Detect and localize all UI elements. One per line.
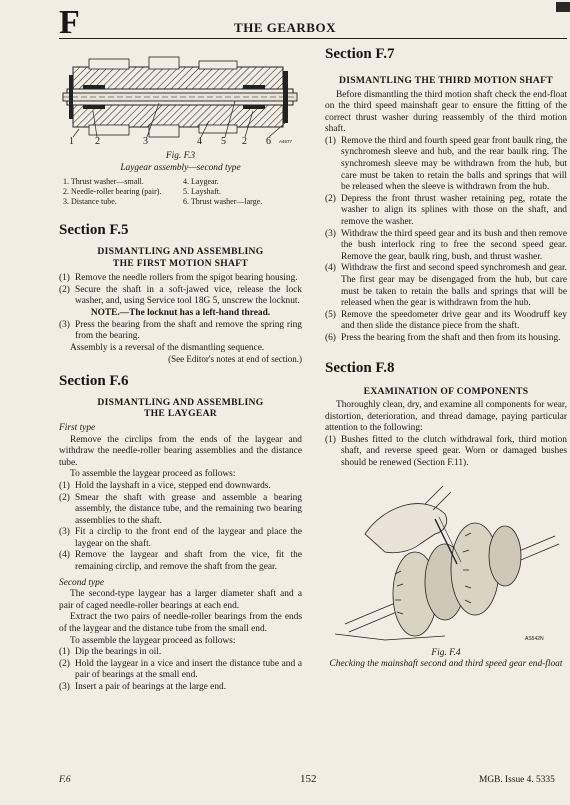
- section-f6-subhead: DISMANTLING AND ASSEMBLING: [97, 396, 264, 408]
- list-item: (2) Hold the laygear in a vice and insert the distance tube and a pair of bearings at the small end.: [59, 658, 302, 681]
- legend-item: 5. Layshaft.: [183, 187, 221, 197]
- section-f7-subhead: DISMANTLING THE THIRD MOTION SHAFT: [338, 75, 553, 86]
- list-item: (1) Dip the bearings in oil.: [59, 647, 162, 658]
- legend-item: 4. Laygear.: [183, 177, 219, 187]
- fig3-label-5: 5: [221, 136, 226, 145]
- list-item: (1) Remove the third and fourth speed gear front baulk ring, the synchromesh sleeve and hub, and the rear baulk ring. The synchromesh sleeve may be withdrawn from the hub, but care must be taken to retain the balls and springs that will be released when the sleeve is withdrawn from the hub.: [325, 135, 567, 193]
- fig3-label-2: 2: [95, 136, 100, 145]
- fig3-caption-fig: Fig. F.3: [165, 151, 196, 161]
- paragraph: Extract the two pairs of needle-roller bearings from the ends of the laygear and the distance tube from the small end.: [59, 612, 302, 635]
- list-item: (3) Press the bearing from the shaft and remove the spring ring from the bearing.: [59, 319, 302, 342]
- list-item: (1) Bushes fitted to the clutch withdrawal fork, third motion shaft, and reverse speed gear. Worn or damaged bushes should be renewed (Section F.11).: [325, 434, 567, 469]
- list-item: (1) Remove the needle rollers from the spigot bearing housing.: [59, 273, 298, 284]
- left-column: [59, 45, 302, 694]
- footer-issue: MGB. Issue 4. 5335: [479, 775, 555, 785]
- page-title: THE GEARBOX: [234, 20, 336, 35]
- page-number: 152: [300, 773, 317, 785]
- footer-section-ref: F.6: [59, 775, 71, 785]
- legend-item: 6. Thrust washer—large.: [183, 197, 263, 207]
- fig3-legend: [63, 177, 302, 207]
- assembly-text: Assembly is a reversal of the dismantling sequence.: [70, 342, 265, 353]
- paragraph: To assemble the laygear proceed as follows:: [70, 469, 236, 480]
- paragraph: Before dismantling the third motion shaft check the end-float on the third speed mainshaft gear to ensure the fitting of the correct thrust washer during reassembly of the third motion shaft.: [325, 89, 567, 135]
- list-item: (2) Secure the shaft in a soft-jawed vice, release the lock washer, and, using Service tool 18G 5, unscrew the locknut.: [59, 284, 302, 307]
- section-f5-subhead: DISMANTLING AND ASSEMBLING: [97, 246, 264, 258]
- paragraph: The second-type laygear has a larger diameter shaft and a pair of caged needle-roller bearings at each end.: [59, 589, 302, 611]
- section-f6-heading: Section F.6: [59, 372, 129, 389]
- page-tab-marker: [556, 2, 570, 12]
- laygear-assembly-drawing: [59, 45, 302, 145]
- section-f5-heading: Section F.5: [59, 222, 129, 239]
- second-type-label: Second type: [59, 577, 105, 588]
- chapter-letter: F: [59, 4, 80, 41]
- list-item: (4) Remove the laygear and shaft from the vice, fit the remaining circlip, and remove the shaft from the gear.: [59, 550, 302, 573]
- right-column: [325, 45, 567, 671]
- fig4-caption-title: Checking the mainshaft second and third speed gear end-float: [329, 659, 563, 670]
- legend-item: 1. Thrust washer—small.: [63, 177, 144, 187]
- list-item: (1) Hold the layshaft in a vice, stepped end downwards.: [59, 480, 271, 491]
- list-item: (3) Withdraw the third speed gear and its bush and then remove the bush interlock ring to free the second speed gear. Remove the gear, baulk ring, bush, and thrust washer.: [325, 228, 567, 262]
- fig3-code: A4577: [279, 139, 293, 144]
- legend-item: 3. Distance tube.: [63, 197, 117, 207]
- section-f5-subhead: THE FIRST MOTION SHAFT: [112, 257, 249, 269]
- fig3-caption-title: Laygear assembly—second type: [120, 162, 241, 173]
- fig3-label-3: 3: [143, 136, 148, 145]
- section-f7-heading: Section F.7: [325, 46, 395, 62]
- list-item: (5) Remove the speedometer drive gear and its Woodruff key and then slide the distance piece from the shaft.: [325, 309, 567, 332]
- legend-item: 2. Needle-roller bearing (pair).: [63, 187, 162, 197]
- locknut-note: NOTE.—The locknut has a left-hand thread.: [90, 307, 271, 318]
- mainshaft-endfloat-illustration: [325, 474, 567, 644]
- paragraph: Thoroughly clean, dry, and examine all components for wear, distortion, deterioration, and thread damage, paying particular attention to the following:: [325, 400, 567, 434]
- fig4-code: AS542N: [525, 635, 544, 642]
- list-item: (2) Smear the shaft with grease and assemble a bearing assembly, the distance tube, and the remaining two bearing assemblies to the shaft.: [59, 492, 302, 526]
- paragraph: To assemble the laygear proceed as follows:: [70, 635, 236, 646]
- fig3-label-6: 6: [266, 136, 271, 145]
- fig3-label-1: 1: [69, 136, 74, 145]
- list-item: (3) Fit a circlip to the front end of the laygear and place the laygear on the shaft.: [59, 527, 302, 549]
- first-type-label: First type: [59, 422, 96, 433]
- fig4-caption-fig: Fig. F.4: [431, 647, 461, 658]
- section-f8-subhead: EXAMINATION OF COMPONENTS: [363, 385, 529, 397]
- list-item: (2) Depress the front thrust washer retaining peg, rotate the washer to align its splines with those on the shaft, and remove the washer.: [325, 193, 567, 228]
- fig3-label-2b: 2: [242, 136, 247, 145]
- list-item: (3) Insert a pair of bearings at the large end.: [59, 682, 227, 692]
- section-f6-subhead: THE LAYGEAR: [143, 408, 218, 420]
- list-item: (6) Press the bearing from the shaft and then from its housing.: [325, 332, 561, 343]
- paragraph: Remove the circlips from the ends of the laygear and withdraw the needle-roller bearing assemblies and the distance tube.: [59, 434, 302, 468]
- list-item: (4) Withdraw the first and second speed synchromesh and gear. The first gear may be disengaged from the hub, but care must be taken to retain the balls and springs that will be released when the gear is withdrawn from the hub.: [325, 263, 567, 309]
- editor-note: (See Editor's notes at end of section.): [168, 354, 302, 365]
- header-rule: [59, 38, 567, 39]
- fig3-label-4: 4: [197, 136, 202, 145]
- section-f8-heading: Section F.8: [325, 359, 395, 376]
